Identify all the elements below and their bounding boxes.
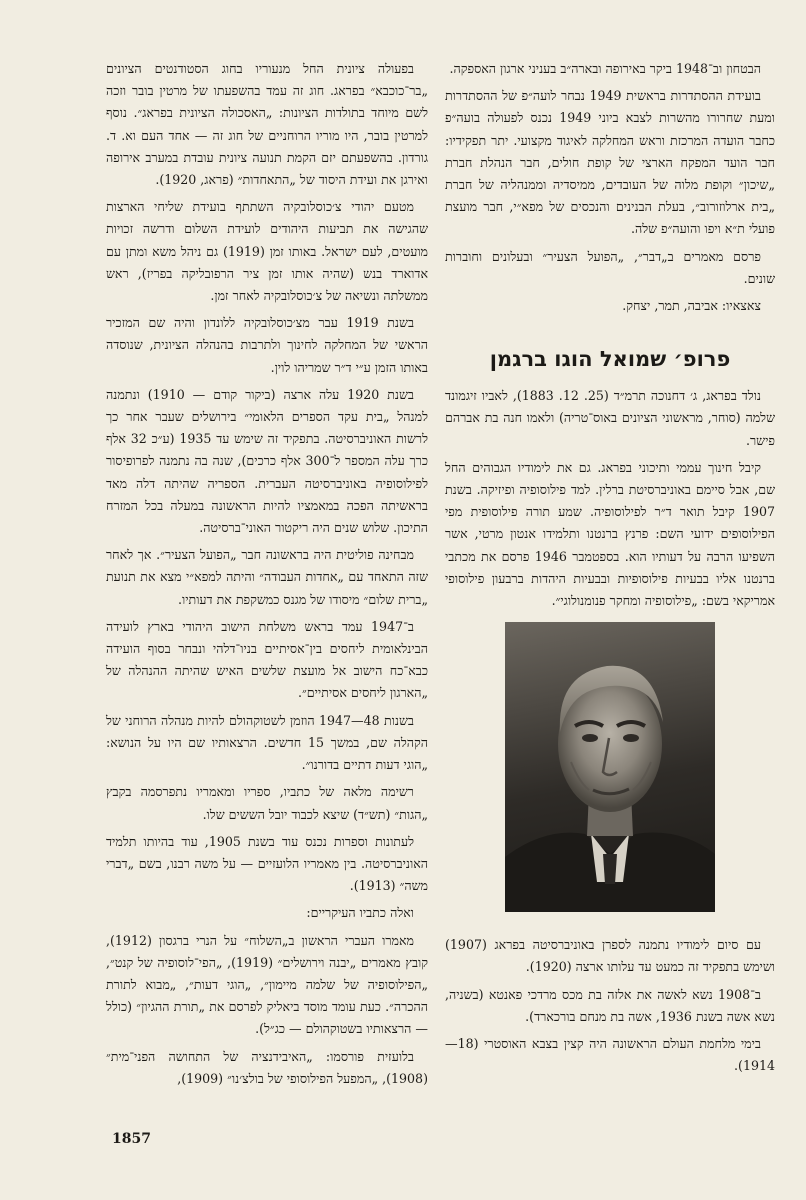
portrait-photo (505, 622, 715, 912)
paragraph: רשימה מלאה של כתביו, ספריו ומאמריו נתפרסמה בקבץ „הגות״ (תש״ד) שיצא לכבוד יובל הששים שלו. (106, 784, 428, 822)
page-number: 1857 (112, 1131, 151, 1147)
right-column (445, 58, 775, 1082)
entry-heading: פרופ׳ שמואל הוגו ברגמן (489, 347, 731, 372)
left-column (106, 58, 428, 1095)
paragraph: עם סיום לימודיו נתמנה לספרן באוניברסיטה בפראג (1907) ושימש בתפקיד זה כמעט עד עלותו ארצה (1920). (445, 937, 775, 975)
paragraph: מטעם יהודי צ׳כוסלובקיה השתתף בועידת שליחי הארצות שהגישה את תביעות היהודים לועידת השלום ודרשה זכויות מועטים, לעם ישראל. באותו זמן (1919) גם ניהל משא ומתן עם אדוארד בנש (שהיה אותו זמן ציר הרפובליקה בפריז), ראש ממשלתה ונשיאה של צ׳כוסלובקיה לאחר זמן. (106, 199, 429, 304)
paragraph: קיבל חינוך עממי ותיכוני בפראג. גם את לימודיו הגבוהים החל שם, אבל סיימם באוניברסיטת ברלין. למד פילוסופיה ופיזיקה. בשנת 1907 קיבל תואר ד״ר לפילוסופיה. שמע תורה פילוסופית מפי הפילוסופים ידועי השם: פרנץ ברנטנו ותלמידו אנטון מרטי, אשר השפיעו הרבה על דעותיו הוא. בספטמבר 1946 פרסם את מכתבי ברנטנו אליו בבעיות פילוסופיות ובבעיות היהדות ברבעון פילוסופי אמריקאי בשם: „פילוסופיה ומחקר פנומנולוגי״. (445, 459, 775, 609)
paragraph: מבחינה פוליטית היה בראשונה חבר „הפועל הצעיר״. אך לאחר שזה התאחד עם „אחדות העבודה״ והיתה למפא״י מצא את תנועת „ברית שלום״ מיסודו של מגנס כמשקפת את דעותיו. (106, 547, 428, 607)
portrait-illustration (505, 622, 715, 912)
descendants-line: צאצאיו: אביבה, תמר, יצחק. (622, 298, 761, 314)
paragraph: ואלה כתביו העיקריים: (306, 905, 414, 921)
paragraph: ב־1947 עמד בראש משלחת הישוב היהודי בארץ לועידה הבינלאומית ליחסים בין־אסיתיים בניו־דלהי ונבחר בסוף הועידה כבא־כח הישוב אל מועצת שלשים האיש שהיתה ההנהלה של „הארגון ליחסים אסיתיים״. (106, 618, 428, 701)
paragraph: בלועזית פורסמו: „האיבידנציה של התחושה הפני־מית״ (1908), „המפעל הפילוסופי של בולצ׳נו״ (1909), (106, 1048, 428, 1086)
paragraph: מאמרו העברי הראשון ב„השלוח״ על הנרי ברגסון (1912), קובץ מאמרים „יבנה וירושלים״ (1919), „הפי־לוסופיה של קנט״, „הפילוסופיה של שלמה מיימון״, „הוגי דעות״, „מבוא לתורת ההכרה״. כעת עומד מוסד ביאליק לפרסם את „תורת ההגיון״ (כולל — הרצאותיו בשטוקהולם — כג״ל). (106, 932, 428, 1037)
paragraph: בשנת 1920 עלה ארצה (ביקור קודם — 1910) ונתמנה למנהל „בית עקד הספרים הלאומי״ בירושלים שעבר אחר כך לרשות האוניברסיטה. בתפקיד זה שימש עד 1935 (ע״כ 32 אלף כרך עלה המספר ל־300 אלף כרכים), שנה בה נתמנה לפרופיסור לפילוסופיה באוניברסיטה העברית. הספריה שהיתה דלה מאד בראשיתה הפכה במאמציו להיות הראשונה במעלה בכל המזרח התיכון. שלוש שנים היה ריקטור האוני־ברסיטה. (106, 386, 428, 536)
paragraph: בפעולה ציונית החל מנעוריו בחוג הסטודנטים הציונים „בר־כוכבא״ בפראג. חוג זה עמד בהשפעתו של מרטין בובר וזכה לשם מיוחד בתולדות הציונות: „האסכולה הציונית בפראג״. נוסף למרטין בובר, היו מוריו הרוחניים של חוג זה — אחד העם וא. ד. גורדון. בהשפעתם יזם הקמת תנועה ציונית עובדת במערב אירופה ואירגן את ועידת היסוד של „התאחדות״ (פראג, 1920). (106, 61, 428, 188)
paragraph: בשנות 48—1947 הוזמן לשטוקהולם להיות מנהלה הרוחני של הקהלה שם, במשך 15 חדשים. הרצאותיו שם היו על הנושא: „הוגי דעות דתיים בדורנו״. (106, 712, 428, 773)
paragraph: ב־1908 נשא לאשה את אלזה בת מכס מרדכי פאנטא (בשניה, נשא אשה בשנת 1936, אשה בת מנחם בורכארד). (445, 986, 775, 1024)
paragraph: נולד בפראג, ג׳ דחנוכה תרמ״ד (25. 12. 1883), לאביו זיגמונד שלמה (סוחר, מראשוני הציונים באוס־טריה) ולאמו חנה בת אברהם פישר. (445, 388, 775, 448)
paragraph: בשנת 1919 עבר מצ׳כוסלובקיה ללונדון והיה שם המזכיר הראשי של המחלקה לחינוך ולתרבות בהנהלה הציונית, שנוסדה באותו הזמן ע״י ד״ר שמריהו לוין. (106, 315, 428, 375)
paragraph: בימי מלחמת העולם הראשונה היה קצין בצבא האוסטרי (18—1914). (445, 1036, 775, 1074)
paragraph: בועידת ההסתדרות בראשית 1949 נבחר לועה״פ של ההסתדרות ומעת שחרורו מהשרות לצבא ביוני 1949 נכנס לפעולה בועה״פ כחבר הועדה המרכזת וראש המחלקה לאיגוד מקצועי. יתר תפקידיו: חבר הועד המפקח הארצי של קופת חולים, חבר הנהלת חברת „שיכון״ וקופת מלוה של העובדים, ממיסדיה וממנהליה של חברת „בית ארלוזורוב״, בעלת הבנינים והנכסים של מפא״י, חבר מועצת פועלי ת״א ויפו והועה״פ שלה. (445, 88, 775, 237)
paragraph: לעתונות וספרות נכנס עוד בשנת 1905, עוד בהיותו תלמיד האוניברסיטה. בין מאמריו הלועזיים — על משה רבנו, בשם „דברי משה״ (1913). (106, 833, 428, 894)
paragraph: הבטחון וב־1948 ביקר באירופה ובארה״ב בעניני ארגון האספקה. (449, 61, 761, 76)
paragraph: פרסם מאמרים ב„דבר״, „הפועל הצעיר״ ובעלונים וחוברות שונים. (445, 248, 775, 286)
